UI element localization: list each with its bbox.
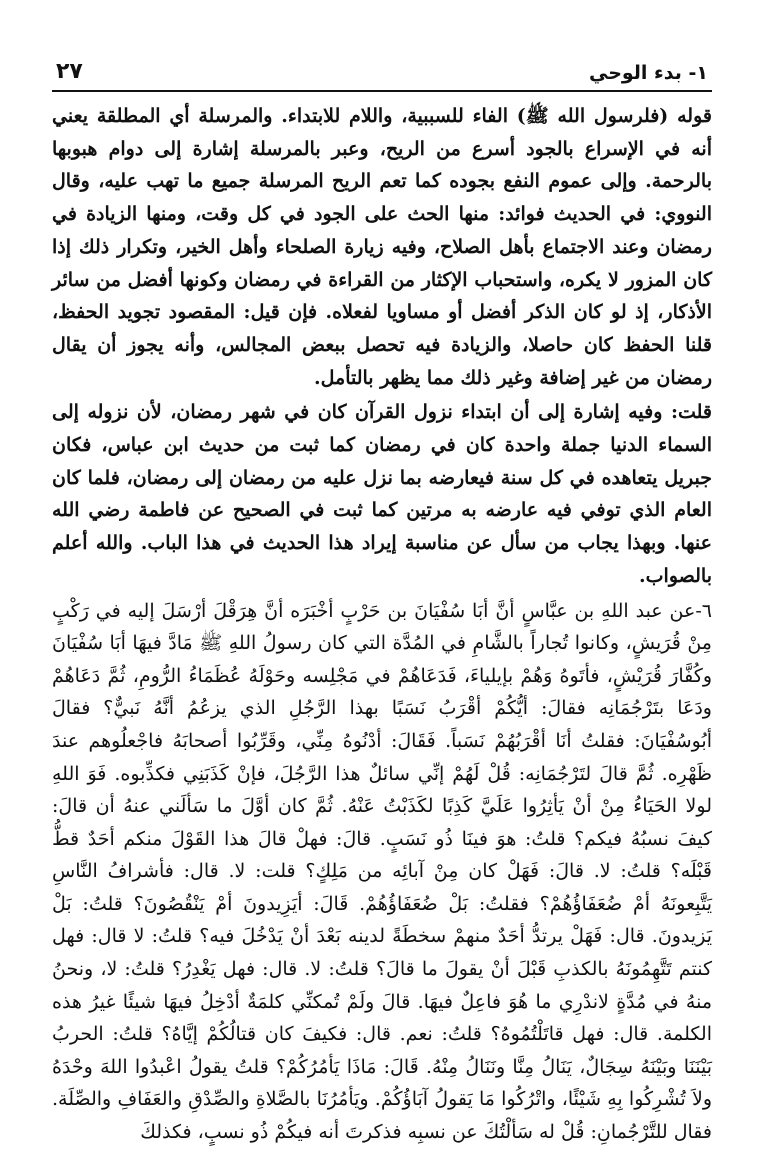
commentary-paragraph: قلت: وفيه إشارة إلى أن ابتداء نزول القرآن كان في شهر رمضان، لأن نزوله إلى السماء الدنيا جملة واحدة كان في رمضان كما ثبت من حديث ابن عباس، فكان جبريل يتعاهده في كل سنة فيعارضه بما نزل عليه من رمضان إلى رمضان، فلما كان العام الذي توفي فيه عارضه به مرتين كما ثبت في الصحيح عن فاطمة رضي الله عنها. وبهذا يجاب من سأل عن مناسبة إيراد هذا الحديث في هذا الباب. والله أعلم بالصواب. [52, 401, 712, 587]
running-header [52, 54, 712, 84]
page-number: ٢٧ [56, 59, 83, 84]
header-rule [52, 90, 712, 92]
chapter-title: ١- بدء الوحي [588, 62, 708, 84]
hadith-text: ٦-عن عبد اللهِ بن عبَّاسٍ أنَّ أبَا سُفْيَانَ بن حَرْبٍ أخْبَرَه أنَّ هِرَقْلَ أرْسَلَ إليه في رَكْبٍ مِنْ قُرَيشٍ، وكانوا تُجاراً بالشَّامِ في المُدَّة التي كان رسولُ اللهِ ﷺ مَادَّ فيهَا أبَا سُفْيَانَ وكُفَّارَ قُرَيْشٍ، فأتَوهُ وَهُمْ بإيلياءَ، فَدَعَاهُمْ في مَجْلِسه وحَوْلَهُ عُظَمَاءُ الرُّومِ، ثُمَّ دَعَاهُمْ ودَعَا بتَرْجُمَانِه فقالَ: أيُّكُمْ أقْرَبُ نَسَبًا بهذا الرَّجُلِ الذي يزعُمُ أنَّهُ نَبيٌّ؟ فقالَ أبُوسُفْيَانَ: فقلتُ أنَا أقْرَبُهُمْ نَسَباً. فَقَالَ: أدْنُوهُ مِنِّي، وقَرِّبُوا أصحابَهُ فاجْعلُوهم عندَ ظَهْرِه. ثُمَّ قالَ لتَرْجُمَانِه: قُلْ لَهُمْ إنِّي سائلٌ هذا الرَّجُلَ، فإنْ كَذَبَنِي فكذِّبوه. فَوَ اللهِ لولا الحَيَاءُ مِنْ أنْ يَأثِرُوا عَلَيَّ كَذِبًا لكَذَبْتُ عَنْهُ. ثُمَّ كان أوَّلَ ما سَألَني عنهُ أن قالَ: كيفَ نسبُهُ فيكم؟ قلتُ: هوَ فينَا ذُو نَسَبٍ. قالَ: فهلْ قالَ هذا القَوْلَ منكم أحَدٌ قطُّ قَبْلَه؟ قلتُ: لا. قالَ: فَهَلْ كان مِنْ آبائِه من مَلِكٍ؟ قلت: لا. قال: فأشرافُ النَّاسِ يَتَّبِعونَهُ أمْ ضُعَفَاؤُهُمْ؟ فقلتُ: بَلْ ضُعَفَاؤُهُمْ. قَالَ: أيَزِيدونَ أمْ يَنْقُصُونَ؟ قلتُ: بَلْ يَزيدونَ. قال: فَهَلْ يرتدُّ أحَدٌ منهمْ سخطَةً لدينه بَعْدَ أنْ يَدْخُلَ فيه؟ قلتُ: لا قال: فهل كنتم تَتَّهِمُونَهُ بالكذبِ قَبْلَ أنْ يقولَ ما قالَ؟ قلتُ: لا. قال: فهل يَغْدِرُ؟ قلتُ: لا، ونحنُ منهُ في مُدَّةٍ لاندْرِي ما هُوَ فاعِلٌ فيهَا. قالَ ولَمْ تُمكنِّي كلمَةٌ أدْخِلُ فيهَا شيئًا غيرُ هذه الكلمة. قال: فهل قاتَلْتُمُوهُ؟ قلتُ: نعم. قال: فكيفَ كان قتالُكُمْ إيَّاهُ؟ قلتُ: الحربُ بَيْنَنَا وبَيْنَهُ سِجَالٌ، يَنَالُ مِنَّا ونَنَالُ مِنْهُ. قَالَ: مَاذَا يَأمُرُكُمْ؟ قلتُ يقولُ اعْبدُوا اللهَ وحْدَهُ ولاَ تُشْرِكُوا بِهِ شَيْئًا، واتْرُكُوا مَا يَقولُ آبَاؤُكُمْ. ويَأمُرُنَا بالصَّلاةِ والصِّدْقِ والعَفَافِ والصِّلَة. فقال للتَّرْجُمانِ: قُلْ له سَألْتُكَ عن نسبِه فذكرتَ أنه فيكُمْ ذُو نسبٍ، فكذلكَ [52, 599, 712, 1144]
commentary-paragraph: قوله (فلرسول الله ﷺ) الفاء للسببية، واللام للابتداء. والمرسلة أي المطلقة يعني أنه في الإسراع بالجود أسرع من الريح، وعبر بالمرسلة إشارة إلى دوام هبوبها بالرحمة. وإلى عموم النفع بجوده كما تعم الريح المرسلة جميع ما تهب عليه، وقال النووي: في الحديث فوائد: منها الحث على الجود في كل وقت، ومنها الزيادة في رمضان وعند الاجتماع بأهل الصلاح، وفيه زيارة الصلحاء وأهل الخير، وتكرار ذلك إذا كان المزور لا يكره، واستحباب الإكثار من القراءة في رمضان وكونها أفضل من سائر الأذكار، إذ لو كان الذكر أفضل أو مساويا لفعلاه. فإن قيل: المقصود تجويد الحفظ، قلنا الحفظ كان حاصلا، والزيادة فيه تحصل ببعض المجالس، وأنه يجوز أن يقال رمضان من غير إضافة وغير ذلك مما يظهر بالتأمل. [52, 105, 712, 389]
page-body [52, 100, 712, 1149]
